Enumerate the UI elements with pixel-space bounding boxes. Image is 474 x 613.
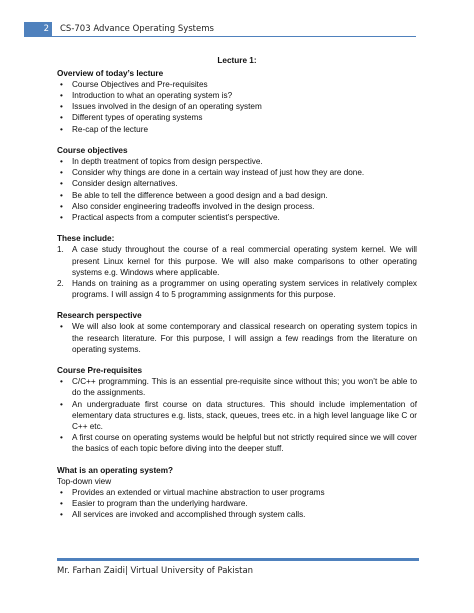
page-number: 2 <box>24 22 52 36</box>
list-item: • Be able to tell the difference between a good design and a bad design. <box>57 190 417 201</box>
item-text: Hands on training as a programmer on using operating system services in relatively complex programs. I will assign 4 to 5 programming assignments for this purpose. <box>72 278 417 299</box>
overview-heading: Overview of today’s lecture <box>57 69 164 79</box>
item-number: 1. <box>57 245 64 255</box>
list-item: • All services are invoked and accomplished through system calls. <box>57 509 417 520</box>
list-item: • Consider why things are done in a certain way instead of just how they are done. <box>57 167 417 178</box>
list-item: • Also consider engineering tradeoffs involved in the design process. <box>57 201 417 212</box>
list-item: • An undergraduate first course on data structures. This should include implementation of elementary data structures e.g. lists, stack, queues, trees etc. in a high level language like C or C++ etc. <box>57 399 417 432</box>
list-item: • Consider design alternatives. <box>57 178 417 189</box>
overview-list <box>57 79 417 134</box>
list-item: • Easier to program than the underlying hardware. <box>57 498 417 509</box>
header-rule <box>24 36 416 37</box>
list-item: • Different types of operating systems <box>57 112 417 123</box>
document-title: CS-703 Advance Operating Systems <box>60 24 214 34</box>
includes-heading: These include: <box>57 234 115 244</box>
prereqs-heading: Course Pre-requisites <box>57 366 143 376</box>
what-is-heading: What is an operating system? <box>57 465 174 475</box>
includes-list <box>57 244 417 299</box>
list-item: • Introduction to what an operating system is? <box>57 90 417 101</box>
footer-rule <box>57 558 419 561</box>
list-item: • Issues involved in the design of an operating system <box>57 101 417 112</box>
list-item <box>57 244 417 277</box>
list-item: • We will also look at some contemporary and classical research on operating system topics in the research literature. For this purpose, I will assign a few readings from the literature on operating systems. <box>57 321 417 354</box>
list-item: • Re-cap of the lecture <box>57 124 417 135</box>
what-is-subtitle: Top-down view <box>57 476 112 486</box>
list-item <box>57 278 417 300</box>
lecture-title: Lecture 1: <box>217 56 257 65</box>
research-heading: Research perspective <box>57 311 142 321</box>
research-list <box>57 321 417 354</box>
objectives-heading: Course objectives <box>57 146 128 156</box>
what-is-list <box>57 487 417 520</box>
list-item: • Course Objectives and Pre-requisites <box>57 79 417 90</box>
prereqs-list <box>57 376 417 454</box>
item-number: 2. <box>57 278 64 288</box>
objectives-list <box>57 156 417 223</box>
item-text: A case study throughout the course of a real commercial operating system kernel. We will present Linux kernel for this purpose. We will also make comparisons to other operating systems e.g. Windows where applicable. <box>72 245 417 277</box>
list-item: • Provides an extended or virtual machine abstraction to user programs <box>57 487 417 498</box>
list-item: • A first course on operating systems would be helpful but not strictly required since we will cover the basics of each topic before diving into the deeper stuff. <box>57 432 417 454</box>
list-item: • C/C++ programming. This is an essential pre-requisite since without this; you won’t be able to do the assignments. <box>57 376 417 398</box>
list-item: • In depth treatment of topics from design perspective. <box>57 156 417 167</box>
list-item: • Practical aspects from a computer scientist’s perspective. <box>57 212 417 223</box>
page-content <box>57 55 417 520</box>
page-footer: Mr. Farhan Zaidi| Virtual University of Pakistan <box>57 566 254 576</box>
